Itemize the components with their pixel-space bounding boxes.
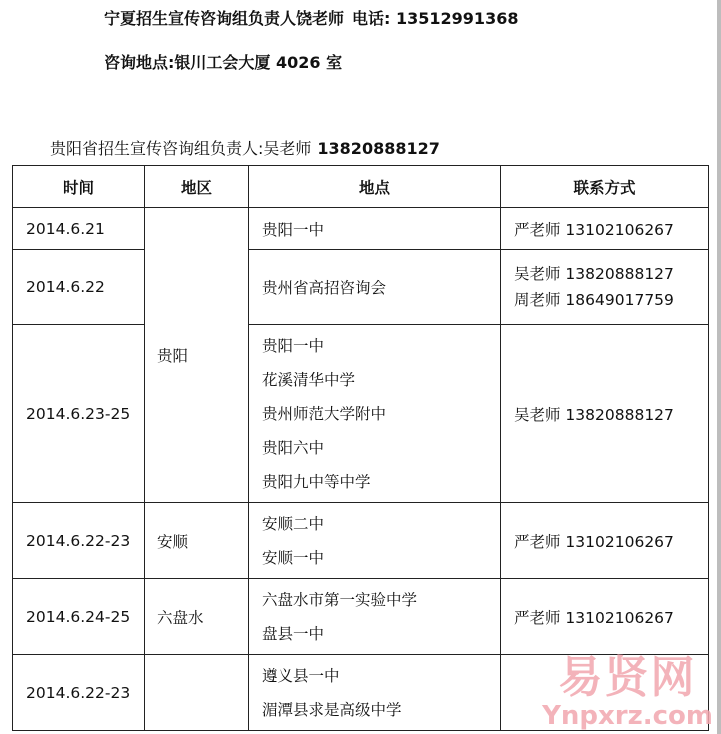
table-row: [13, 655, 709, 731]
cell-contact: [501, 655, 709, 731]
watermark-en: Ynpxrz.com: [542, 701, 713, 731]
place-entry: 贵阳一中: [262, 336, 325, 355]
ningxia-contact-line: [104, 6, 518, 29]
header-contact: 联系方式: [501, 166, 709, 208]
guiyang-head-text: 贵阳省招生宣传咨询组负责人:吴老师: [50, 139, 312, 158]
place-entry: 安顺一中: [262, 548, 325, 567]
place-entry: 贵阳九中等中学: [262, 472, 371, 491]
table-header-row: [13, 166, 709, 208]
cell-place: [249, 325, 501, 503]
guiyang-head-line: [50, 136, 440, 159]
table-row: [13, 325, 709, 503]
ningxia-phone: 13512991368: [396, 9, 519, 28]
page-edge-shadow: [717, 0, 721, 734]
cell-contact: 吴老师 13820888127: [501, 325, 709, 503]
table-row: [13, 503, 709, 579]
cell-contact: 严老师 13102106267: [501, 208, 709, 250]
cell-place: [249, 579, 501, 655]
header-place: 地点: [249, 166, 501, 208]
table-row: [13, 208, 709, 250]
cell-place: [249, 503, 501, 579]
ningxia-phone-label: 电话:: [352, 9, 391, 28]
header-time: 时间: [13, 166, 145, 208]
cell-time: 2014.6.23-25: [13, 325, 145, 503]
ningxia-location-line: 咨询地点:银川工会大厦 4026 室: [104, 53, 343, 72]
watermark-cn: 易贤网: [558, 652, 697, 703]
cell-contact: 严老师 13102106267: [501, 579, 709, 655]
ningxia-contact-text: 宁夏招生宣传咨询组负责人饶老师: [104, 9, 345, 28]
schedule-table: [12, 165, 709, 731]
cell-region: 安顺: [145, 503, 249, 579]
table-row: [13, 250, 709, 325]
cell-time: 2014.6.24-25: [13, 579, 145, 655]
place-entry: 六盘水市第一实验中学: [262, 590, 418, 609]
guiyang-phone: 13820888127: [317, 139, 440, 158]
cell-contact: [501, 250, 709, 325]
place-entry: 贵阳六中: [262, 438, 325, 457]
place-entry: 安顺二中: [262, 514, 325, 533]
place-entry: 盘县一中: [262, 624, 325, 643]
header-region: 地区: [145, 166, 249, 208]
cell-region: [145, 655, 249, 731]
cell-time: 2014.6.22: [13, 250, 145, 325]
place-entry: 湄潭县求是高级中学: [262, 700, 402, 719]
table-row: [13, 579, 709, 655]
place-entry: 遵义县一中: [262, 666, 340, 685]
cell-contact: 严老师 13102106267: [501, 503, 709, 579]
contact-entry: 吴老师 13820888127: [514, 265, 674, 283]
cell-region: 六盘水: [145, 579, 249, 655]
place-entry: 贵州师范大学附中: [262, 404, 387, 423]
cell-time: 2014.6.22-23: [13, 655, 145, 731]
place-entry: 花溪清华中学: [262, 370, 356, 389]
cell-place: 贵阳一中: [249, 208, 501, 250]
cell-place: [249, 655, 501, 731]
cell-region-merged: 贵阳: [145, 208, 249, 503]
contact-entry: 周老师 18649017759: [514, 291, 674, 309]
cell-time: 2014.6.21: [13, 208, 145, 250]
cell-time: 2014.6.22-23: [13, 503, 145, 579]
cell-place: 贵州省高招咨询会: [249, 250, 501, 325]
